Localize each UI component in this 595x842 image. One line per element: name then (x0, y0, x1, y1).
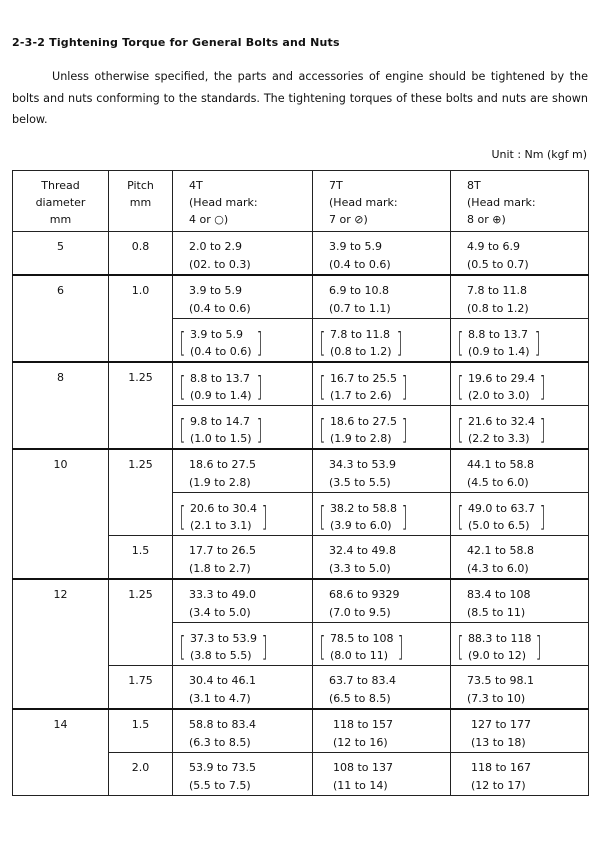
torque-kgfm: (12 to 17) (471, 779, 526, 792)
table-row (13, 536, 589, 580)
torque-nm: 58.8 to 83.4 (189, 718, 257, 731)
right-bracket: ] (535, 630, 542, 663)
header-grade-8t (451, 171, 589, 232)
torque-kgfm: (5.5 to 7.5) (189, 779, 251, 792)
torque-kgfm: (1.0 to 1.5) (189, 432, 252, 445)
torque-kgfm: (3.4 to 5.0) (189, 606, 251, 619)
thread-diameter-cell: 10 (13, 449, 109, 493)
torque-7t-cell (313, 319, 451, 363)
intro-paragraph: Unless otherwise specified, the parts and accessories of engine should be tightened by the bolts and nuts conforming to the standards. The tightening torques of these bolts and nuts are shown below. (12, 70, 588, 126)
thread-diameter-cell (13, 536, 109, 580)
header-thread-diameter (13, 171, 109, 232)
left-bracket: [ (179, 326, 186, 359)
header-text: diameter (35, 196, 86, 209)
torque-nm: 3.9 to 5.9 (329, 240, 383, 253)
torque-nm: 18.6 to 27.5 (189, 458, 257, 471)
left-bracket: [ (457, 500, 464, 533)
torque-8t-cell (451, 275, 589, 319)
header-text: Pitch (127, 179, 154, 192)
torque-nm: 4.9 to 6.9 (467, 240, 521, 253)
torque-kgfm: (0.8 to 1.2) (329, 345, 392, 358)
torque-4t-cell (173, 579, 313, 623)
torque-nm: 42.1 to 58.8 (467, 544, 535, 557)
torque-8t-cell (451, 362, 589, 406)
torque-nm: 19.6 to 29.4 (467, 372, 535, 385)
torque-nm: 7.8 to 11.8 (467, 284, 528, 297)
right-bracket: ] (396, 326, 403, 359)
thread-diameter-cell: 6 (13, 275, 109, 319)
torque-nm: 73.5 to 98.1 (467, 674, 535, 687)
torque-kgfm: (2.1 to 3.1) (189, 519, 252, 532)
torque-4t-cell (173, 623, 313, 666)
torque-nm: 32.4 to 49.8 (329, 544, 397, 557)
header-text: 8T (467, 179, 481, 192)
right-bracket: ] (261, 500, 268, 533)
torque-kgfm: (0.8 to 1.2) (467, 302, 529, 315)
torque-7t-cell (313, 493, 451, 536)
torque-8t-cell (451, 536, 589, 580)
pitch-cell: 1.25 (109, 449, 173, 493)
torque-8t-cell (451, 232, 589, 276)
table-row (13, 666, 589, 710)
header-text: 4T (189, 179, 203, 192)
torque-kgfm: (0.4 to 0.6) (189, 345, 252, 358)
header-text: 4 or ○) (189, 213, 229, 226)
torque-kgfm: (9.0 to 12) (467, 649, 527, 662)
pitch-cell: 1.25 (109, 362, 173, 406)
right-bracket: ] (401, 500, 408, 533)
torque-7t-cell (313, 579, 451, 623)
torque-nm: 34.3 to 53.9 (329, 458, 397, 471)
header-text: (Head mark: (189, 196, 258, 209)
thread-diameter-cell: 5 (13, 232, 109, 276)
torque-nm: 6.9 to 10.8 (329, 284, 390, 297)
pitch-cell: 1.25 (109, 579, 173, 623)
torque-7t-cell (313, 709, 451, 753)
thread-diameter-cell (13, 666, 109, 710)
torque-table (12, 170, 589, 796)
right-bracket: ] (534, 326, 541, 359)
table-row (13, 753, 589, 796)
left-bracket: [ (319, 370, 326, 403)
table-row (13, 579, 589, 623)
pitch-cell: 1.5 (109, 536, 173, 580)
torque-kgfm: (0.9 to 1.4) (467, 345, 530, 358)
torque-kgfm: (02. to 0.3) (189, 258, 251, 271)
torque-kgfm: (6.5 to 8.5) (329, 692, 391, 705)
right-bracket: ] (539, 500, 546, 533)
torque-8t-cell (451, 623, 589, 666)
torque-8t-cell (451, 666, 589, 710)
torque-7t-cell (313, 275, 451, 319)
table-row (13, 232, 589, 276)
left-bracket: [ (179, 630, 186, 663)
torque-4t-cell (173, 449, 313, 493)
header-text: (Head mark: (329, 196, 398, 209)
left-bracket: [ (457, 413, 464, 446)
thread-diameter-cell: 12 (13, 579, 109, 623)
torque-nm: 20.6 to 30.4 (189, 502, 257, 515)
torque-7t-cell (313, 362, 451, 406)
torque-nm: 78.5 to 108 (329, 632, 394, 645)
pitch-cell (109, 406, 173, 450)
left-bracket: [ (319, 326, 326, 359)
torque-nm: 44.1 to 58.8 (467, 458, 535, 471)
torque-4t-cell (173, 753, 313, 796)
torque-4t-cell (173, 493, 313, 536)
right-bracket: ] (261, 630, 268, 663)
pitch-cell: 1.5 (109, 709, 173, 753)
torque-kgfm: (7.0 to 9.5) (329, 606, 391, 619)
right-bracket: ] (256, 370, 263, 403)
thread-diameter-cell: 14 (13, 709, 109, 753)
right-bracket: ] (401, 370, 408, 403)
left-bracket: [ (457, 326, 464, 359)
torque-7t-cell (313, 623, 451, 666)
pitch-cell (109, 493, 173, 536)
torque-kgfm: (13 to 18) (471, 736, 526, 749)
right-bracket: ] (256, 326, 263, 359)
torque-nm: 38.2 to 58.8 (329, 502, 397, 515)
torque-kgfm: (1.8 to 2.7) (189, 562, 251, 575)
header-grade-4t (173, 171, 313, 232)
torque-nm: 127 to 177 (471, 718, 532, 731)
torque-7t-cell (313, 666, 451, 710)
thread-diameter-cell (13, 753, 109, 796)
torque-kgfm: (1.9 to 2.8) (329, 432, 392, 445)
section-title: 2-3-2 Tightening Torque for General Bolts and Nuts (12, 36, 340, 49)
header-text: 7T (329, 179, 343, 192)
thread-diameter-cell (13, 319, 109, 363)
torque-nm: 33.3 to 49.0 (189, 588, 257, 601)
left-bracket: [ (179, 370, 186, 403)
left-bracket: [ (457, 370, 464, 403)
torque-nm: 88.3 to 118 (467, 632, 532, 645)
torque-kgfm: (8.5 to 11) (467, 606, 526, 619)
right-bracket: ] (539, 370, 546, 403)
right-bracket: ] (256, 413, 263, 446)
torque-8t-cell (451, 319, 589, 363)
torque-4t-cell (173, 709, 313, 753)
thread-diameter-cell (13, 623, 109, 666)
torque-nm: 37.3 to 53.9 (189, 632, 257, 645)
torque-nm: 8.8 to 13.7 (189, 372, 250, 385)
thread-diameter-cell (13, 406, 109, 450)
table-row (13, 275, 589, 319)
pitch-cell: 1.75 (109, 666, 173, 710)
torque-nm: 30.4 to 46.1 (189, 674, 257, 687)
pitch-cell: 0.8 (109, 232, 173, 276)
unit-label: Unit : Nm (kgf m) (491, 148, 587, 161)
torque-kgfm: (3.3 to 5.0) (329, 562, 391, 575)
torque-kgfm: (3.8 to 5.5) (189, 649, 252, 662)
torque-nm: 16.7 to 25.5 (329, 372, 397, 385)
pitch-cell: 1.0 (109, 275, 173, 319)
torque-kgfm: (0.7 to 1.1) (329, 302, 391, 315)
torque-kgfm: (2.0 to 3.0) (467, 389, 530, 402)
header-text: mm (49, 213, 72, 226)
left-bracket: [ (457, 630, 464, 663)
left-bracket: [ (319, 630, 326, 663)
torque-7t-cell (313, 536, 451, 580)
torque-7t-cell (313, 232, 451, 276)
torque-8t-cell (451, 579, 589, 623)
right-bracket: ] (397, 630, 404, 663)
torque-nm: 7.8 to 11.8 (329, 328, 390, 341)
torque-kgfm: (2.2 to 3.3) (467, 432, 530, 445)
torque-4t-cell (173, 362, 313, 406)
torque-nm: 63.7 to 83.4 (329, 674, 397, 687)
torque-kgfm: (1.9 to 2.8) (189, 476, 251, 489)
table-row (13, 493, 589, 536)
table-row (13, 362, 589, 406)
torque-kgfm: (12 to 16) (333, 736, 388, 749)
torque-nm: 8.8 to 13.7 (467, 328, 528, 341)
torque-nm: 68.6 to 9329 (329, 588, 400, 601)
torque-kgfm: (6.3 to 8.5) (189, 736, 251, 749)
torque-8t-cell (451, 709, 589, 753)
table-row (13, 406, 589, 450)
left-bracket: [ (179, 500, 186, 533)
torque-nm: 83.4 to 108 (467, 588, 531, 601)
torque-nm: 53.9 to 73.5 (189, 761, 257, 774)
torque-kgfm: (3.5 to 5.5) (329, 476, 391, 489)
torque-kgfm: (0.9 to 1.4) (189, 389, 252, 402)
right-bracket: ] (539, 413, 546, 446)
torque-4t-cell (173, 666, 313, 710)
torque-kgfm: (1.7 to 2.6) (329, 389, 392, 402)
torque-kgfm: (0.4 to 0.6) (189, 302, 251, 315)
torque-kgfm: (4.5 to 6.0) (467, 476, 529, 489)
torque-4t-cell (173, 319, 313, 363)
torque-kgfm: (4.3 to 6.0) (467, 562, 529, 575)
torque-kgfm: (0.5 to 0.7) (467, 258, 529, 271)
header-text: 7 or ⊘) (329, 213, 368, 226)
torque-nm: 49.0 to 63.7 (467, 502, 535, 515)
torque-4t-cell (173, 275, 313, 319)
header-grade-7t (313, 171, 451, 232)
thread-diameter-cell: 8 (13, 362, 109, 406)
torque-kgfm: (3.9 to 6.0) (329, 519, 392, 532)
torque-8t-cell (451, 406, 589, 450)
table-row (13, 709, 589, 753)
torque-nm: 21.6 to 32.4 (467, 415, 535, 428)
torque-kgfm: (7.3 to 10) (467, 692, 526, 705)
torque-nm: 3.9 to 5.9 (189, 284, 243, 297)
torque-kgfm: (11 to 14) (333, 779, 388, 792)
left-bracket: [ (319, 500, 326, 533)
torque-kgfm: (5.0 to 6.5) (467, 519, 530, 532)
left-bracket: [ (179, 413, 186, 446)
header-text: Thread (41, 179, 80, 192)
pitch-cell: 2.0 (109, 753, 173, 796)
torque-8t-cell (451, 449, 589, 493)
thread-diameter-cell (13, 493, 109, 536)
torque-kgfm: (0.4 to 0.6) (329, 258, 391, 271)
header-text: mm (129, 196, 152, 209)
torque-nm: 2.0 to 2.9 (189, 240, 243, 253)
pitch-cell (109, 319, 173, 363)
torque-7t-cell (313, 449, 451, 493)
torque-nm: 17.7 to 26.5 (189, 544, 257, 557)
torque-nm: 118 to 157 (333, 718, 394, 731)
torque-kgfm: (3.1 to 4.7) (189, 692, 251, 705)
torque-4t-cell (173, 536, 313, 580)
header-pitch (109, 171, 173, 232)
table-row (13, 319, 589, 363)
torque-kgfm: (8.0 to 11) (329, 649, 389, 662)
torque-8t-cell (451, 753, 589, 796)
torque-nm: 9.8 to 14.7 (189, 415, 250, 428)
header-text: (Head mark: (467, 196, 536, 209)
right-bracket: ] (401, 413, 408, 446)
left-bracket: [ (319, 413, 326, 446)
table-row (13, 623, 589, 666)
header-text: 8 or ⊕) (467, 213, 506, 226)
pitch-cell (109, 623, 173, 666)
torque-nm: 108 to 137 (333, 761, 394, 774)
table-row (13, 449, 589, 493)
torque-4t-cell (173, 232, 313, 276)
torque-nm: 18.6 to 27.5 (329, 415, 397, 428)
torque-7t-cell (313, 406, 451, 450)
torque-4t-cell (173, 406, 313, 450)
torque-8t-cell (451, 493, 589, 536)
torque-7t-cell (313, 753, 451, 796)
header-row (13, 171, 589, 232)
torque-nm: 3.9 to 5.9 (189, 328, 243, 341)
torque-nm: 118 to 167 (471, 761, 532, 774)
